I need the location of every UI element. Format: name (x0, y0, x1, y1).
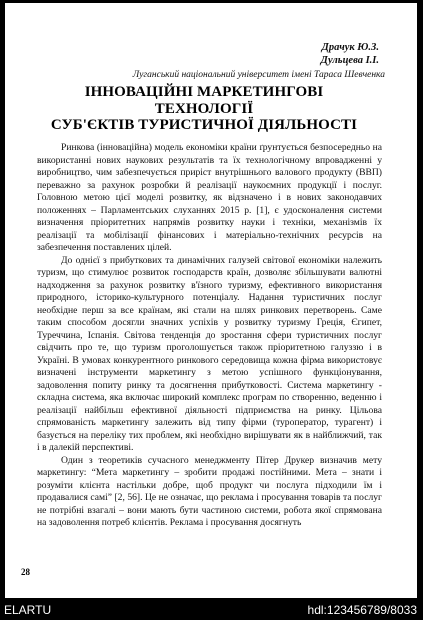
paragraph-2: До однієї з прибуткових та динамічних галузей світової економіки належить туризм, що стимулює розвиток господарств країн, дозволяє збільшувати валютні надходження за рахунок розвитку в'їзного туризму, ефективного використання природного, історико-культурного потенціалу. Надання туристичних послуг необхідне перш за все країнам, які стали на шлях ринкових перетворень. Саме таким способом досягли значних успіхів у розвитку туризму Греція, Єгипет, Туреччина, Іспанія. Світова тенденція до зростання сфери туристичних послуг свідчить про те, що туризм проголошується також пріоритетною галуззю і в Україні. В умовах конкурентного ринкового середовища кожна фірма використовує визначені інструменти маркетингу з метою успішного функціонування, задоволення попиту ринку та досягнення прибутковості. Система маркетингу - складна система, яка включає широкий комплекс програм по створенню, веденню і реалізації найбільш ефективної діяльності підприємства на ринку. Цільова спрямованість маркетингу залежить від типу фірми (туроператор, турагент) і базується на переліку тих проблем, які необхідно вирішувати як в найближчий, так і в далекій перспективі. (37, 254, 382, 453)
handle-id: hdl:123456789/8033 (307, 603, 417, 617)
author-1: Драчук Ю.З. (321, 42, 379, 53)
authors (321, 41, 379, 67)
author-2: Дульцева І.І. (320, 55, 379, 66)
repository-footer (0, 600, 423, 620)
page-number: 28 (21, 567, 30, 577)
repository-name: ELARTU (4, 603, 52, 617)
document-page (5, 3, 417, 598)
paragraph-1: Ринкова (інноваційна) модель економіки країни ґрунтується безпосередньо на використанні нових наукових результатів та їх технологічному впровадженні у виробництво, чим забезпечується приріст внутрішнього валового продукту (ВВП) переважно за рахунок розробки й реалізації наукоємних продукції і послуг. Головною метою цієї моделі розвитку, як відзначено і в нових законодавчих положеннях – Парламентських слуханнях 2015 р. [1], є удосконалення системи визначення пріоритетних напрямів розвитку науки і техніки, механізмів їх реалізації та мобілізації фінансових і матеріально-технічних ресурсів на забезпечення поставлених цілей. (37, 142, 382, 253)
article-body (37, 142, 382, 530)
title-line-1: ІННОВАЦІЙНІ МАРКЕТИНГОВІ (84, 84, 324, 100)
affiliation: Луганський національний університет імені Тараса Шевченка (132, 70, 385, 80)
title-line-3: СУБ'ЄКТІВ ТУРИСТИЧНОЇ ДІЯЛЬНОСТІ (50, 117, 358, 133)
paragraph-3: Один з теоретиків сучасного менеджменту Пітер Друкер визначив мету маркетингу: “Мета маркетингу – зробити продажі постійними. Мета – знати і розуміти клієнта настільки добре, щоб продукт чи послуга підходили їм і продавалися самі” [2, 56]. Це не означає, що реклама і просування товарів та послуг не потрібні взагалі – вони мають бути частиною системи, робота якої спрямована на задоволення потреб клієнтів. Реклама і просування досягнуть (37, 454, 382, 528)
title-line-2: ТЕХНОЛОГІЇ (154, 100, 254, 117)
article-title (21, 84, 387, 134)
